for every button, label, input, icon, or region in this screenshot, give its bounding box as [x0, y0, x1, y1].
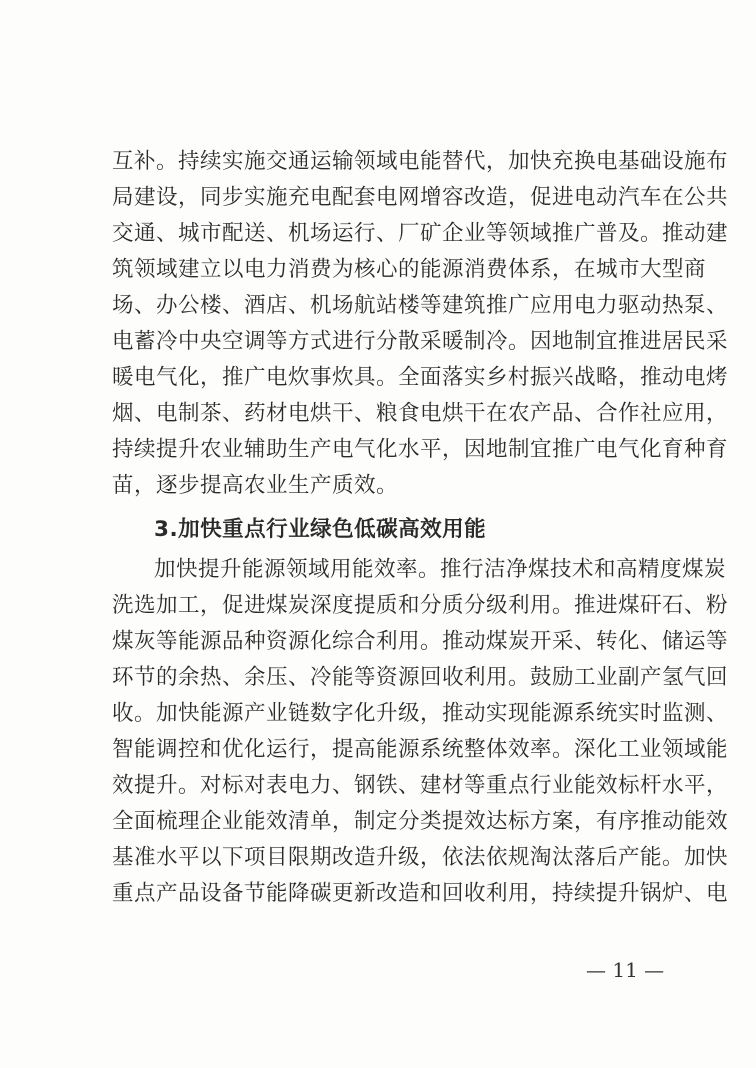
paragraph-1-line-1: 互补。持续实施交通运输领域电能替代，加快充换电基础设施布: [112, 149, 729, 174]
paragraph-1-line-7: 暖电气化，推广电炊事炊具。全面落实乡村振兴战略，推动电烤: [112, 365, 729, 390]
paragraph-1-line-3: 交通、城市配送、机场运行、厂矿企业等领域推广普及。推动建: [112, 221, 729, 246]
paragraph-1-line-10: 苗，逐步提高农业生产质效。: [112, 473, 399, 498]
paragraph-2-line-5: 收。加快能源产业链数字化升级，推动实现能源系统实时监测、: [112, 701, 729, 726]
paragraph-2-line-6: 智能调控和优化运行，提高能源系统整体效率。深化工业领域能: [112, 737, 729, 762]
section-heading: 3.加快重点行业绿色低碳高效用能: [154, 517, 487, 542]
paragraph-2-line-8: 全面梳理企业能效清单，制定分类提效达标方案，有序推动能效: [112, 809, 729, 834]
paragraph-1-line-9: 持续提升农业辅助生产电气化水平，因地制宜推广电气化育种育: [112, 437, 729, 462]
paragraph-2-line-9: 基准水平以下项目限期改造升级，依法依规淘汰落后产能。加快: [112, 845, 729, 870]
paragraph-1-line-5: 场、办公楼、酒店、机场航站楼等建筑推广应用电力驱动热泵、: [112, 293, 729, 318]
paragraph-2-line-7: 效提升。对标对表电力、钢铁、建材等重点行业能效标杆水平，: [112, 773, 729, 798]
paragraph-1-line-8: 烟、电制茶、药材电烘干、粮食电烘干在农产品、合作社应用，: [112, 401, 729, 426]
paragraph-2-line-2: 洗选加工，促进煤炭深度提质和分质分级利用。推进煤矸石、粉: [112, 593, 729, 618]
paragraph-2-line-10: 重点产品设备节能降碳更新改造和回收利用，持续提升锅炉、电: [112, 881, 729, 906]
paragraph-2-line-4: 环节的余热、余压、冷能等资源回收利用。鼓励工业副产氢气回: [112, 665, 729, 690]
paragraph-1-line-6: 电蓄冷中央空调等方式进行分散采暖制冷。因地制宜推进居民采: [112, 329, 729, 354]
paragraph-1-line-2: 局建设，同步实施充电配套电网增容改造，促进电动汽车在公共: [112, 185, 729, 210]
paragraph-2-line-1: 加快提升能源领域用能效率。推行洁净煤技术和高精度煤炭: [154, 557, 727, 582]
page-number: — 11 —: [586, 958, 665, 982]
paragraph-1-line-4: 筑领域建立以电力消费为核心的能源消费体系，在城市大型商: [112, 257, 707, 282]
paragraph-2-line-3: 煤灰等能源品种资源化综合利用。推动煤炭开采、转化、储运等: [112, 629, 729, 654]
